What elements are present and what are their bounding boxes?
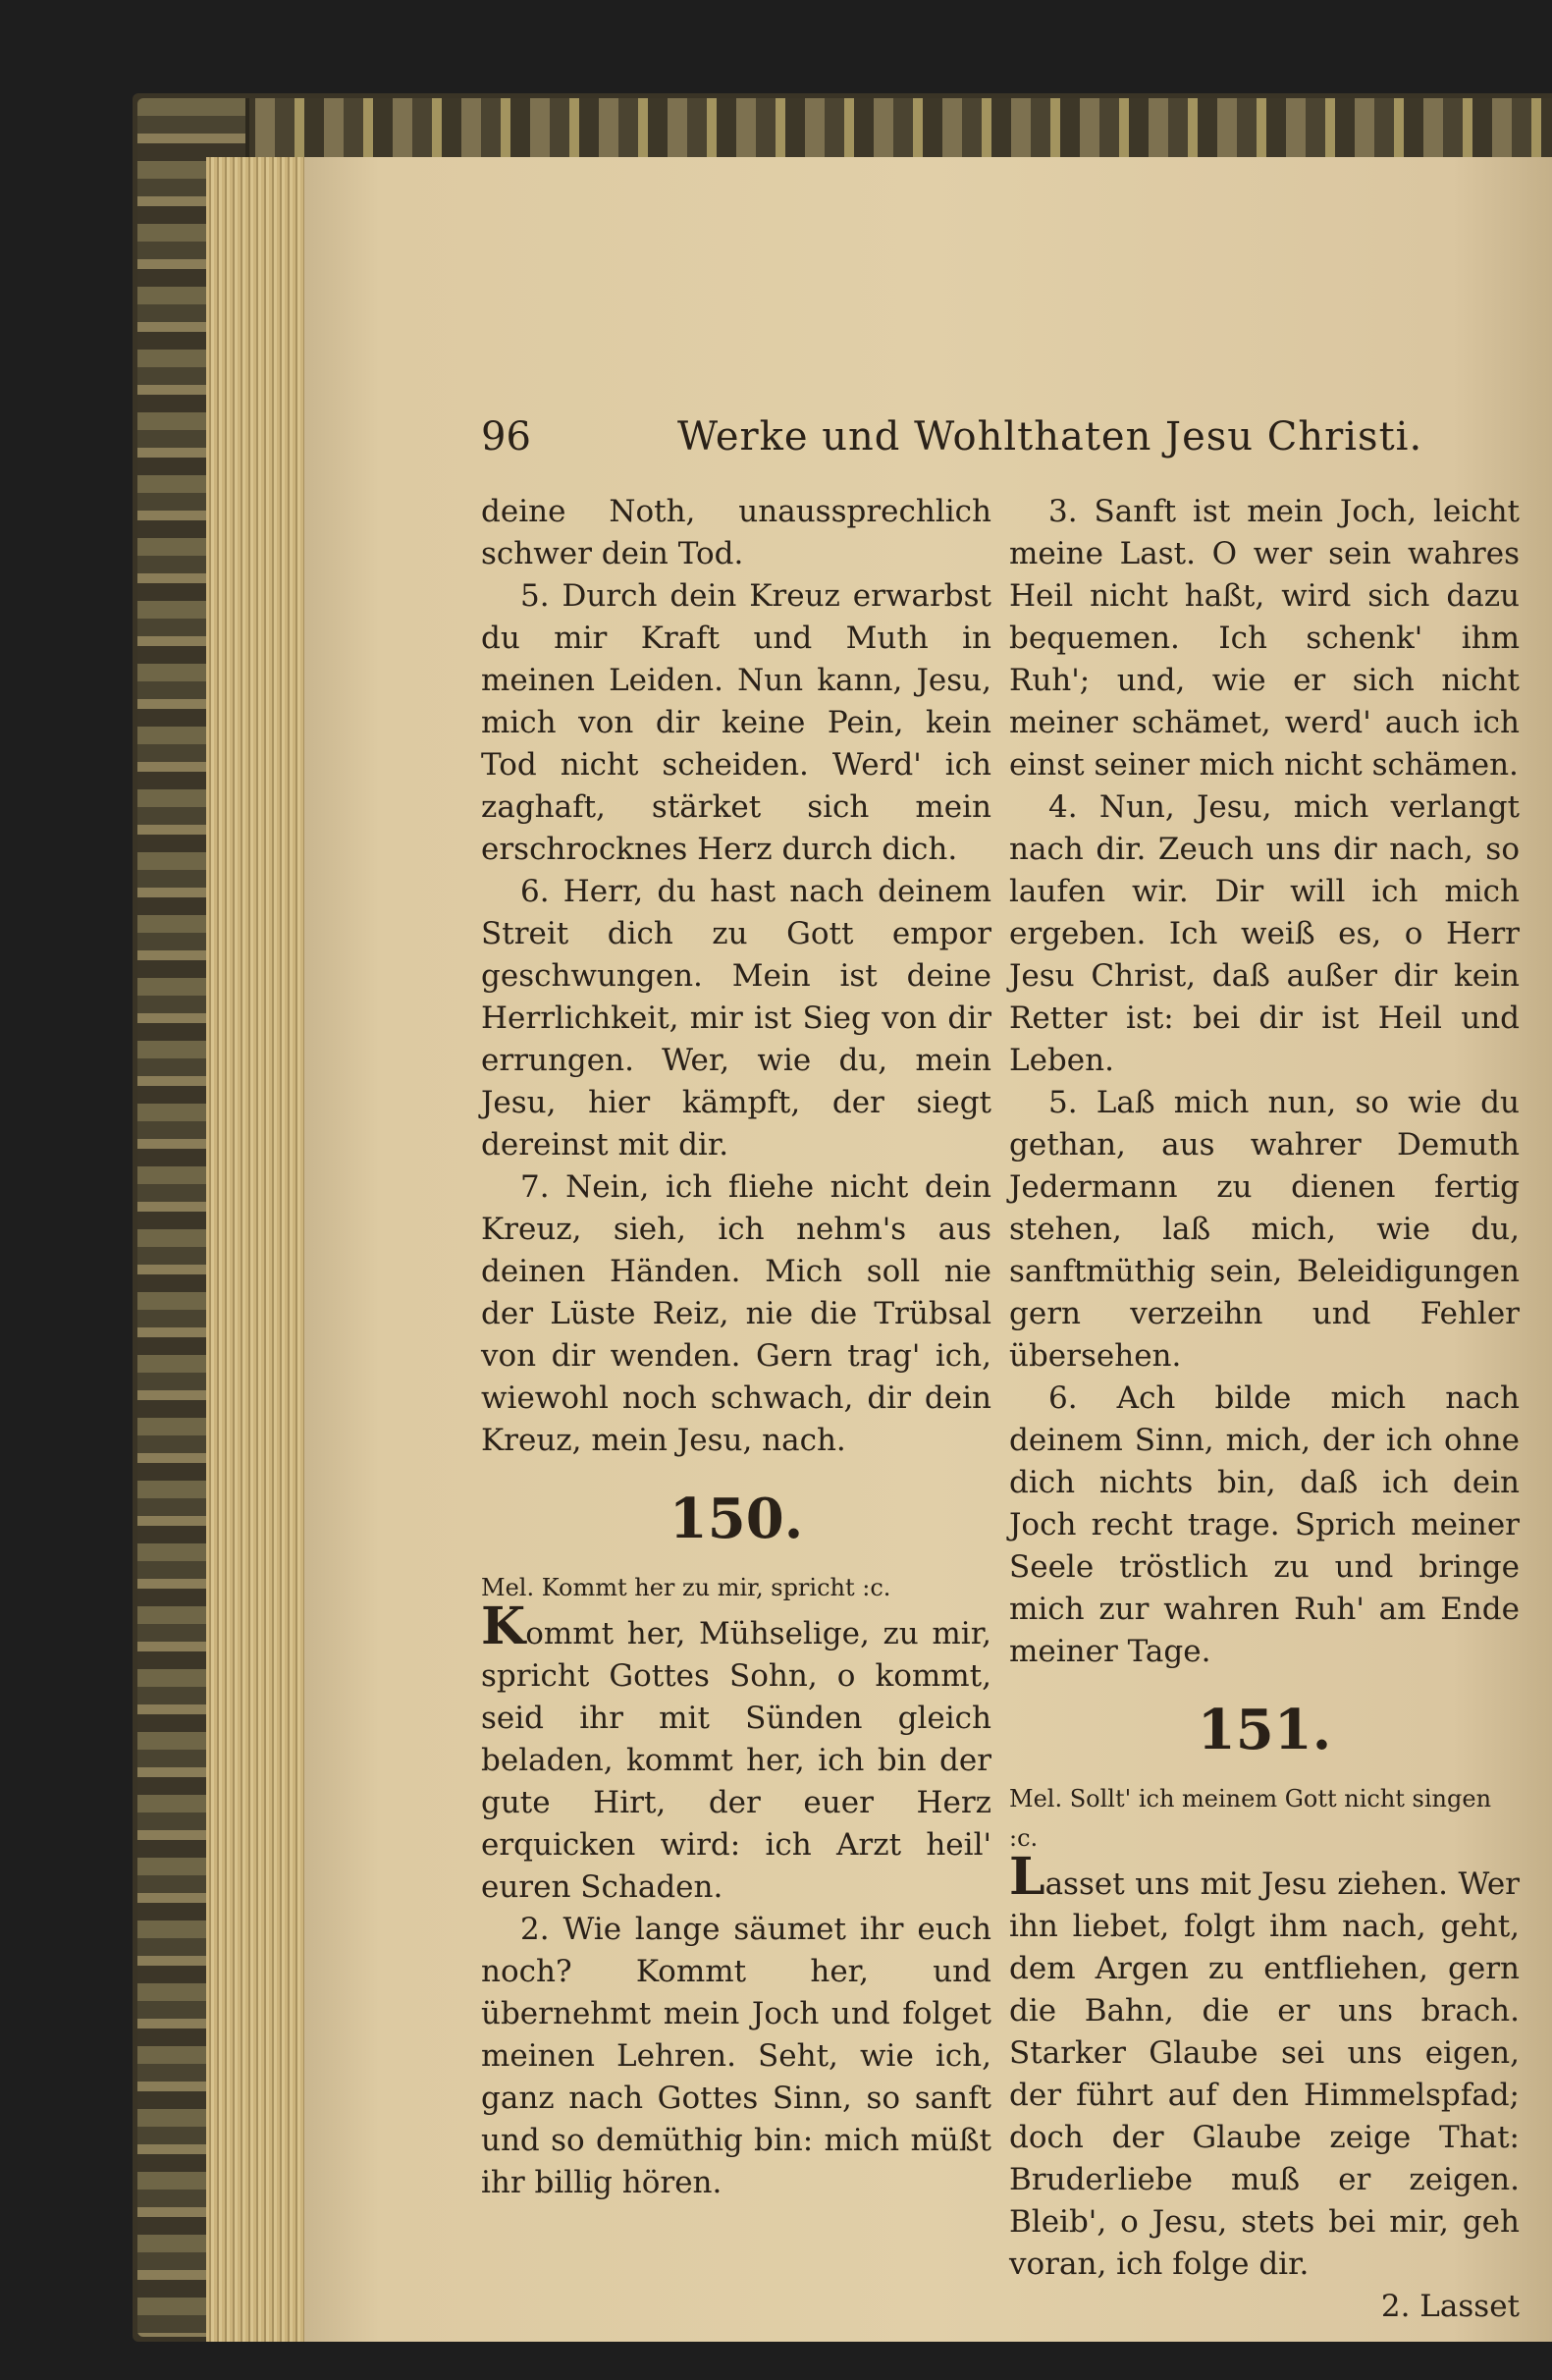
melody-line: Mel. Sollt' ich meinem Gott nicht singen :c. <box>1009 1785 1492 1852</box>
dropcap: K <box>481 1596 526 1656</box>
left-column <box>481 491 991 2204</box>
running-head <box>304 414 1552 473</box>
verse-1-text: asset uns mit Jesu ziehen. Wer ihn liebet, folgt ihm nach, geht, dem Argen zu entfliehen, gern die Bahn, die er uns brach. Starker Glaube sei uns eigen, der führt auf den Himmelspfad; doch der Glaube zeige That: Bruderliebe muß er zeigen. Bleib', o Jesu, stets bei mir, geh voran, ich folge dir. <box>1009 1866 1520 2282</box>
verse-7: 7. Nein, ich fliehe nicht dein Kreuz, sieh, ich nehm's aus deinen Händen. Mich soll nie der Lüste Reiz, nie die Trübsal von dir wenden. Gern trag' ich, wiewohl noch schwach, dir dein Kreuz, mein Jesu, nach. <box>481 1169 991 1458</box>
hymn-number-150: 150. <box>669 1487 804 1551</box>
verse-6: 6. Herr, du hast nach deinem Streit dich zu Gott empor geschwungen. Mein ist deine Herrlichkeit, mir ist Sieg von dir errungen. Wer, wie du, mein Jesu, hier kämpft, der siegt dereinst mit dir. <box>481 874 991 1163</box>
verse-text: deine Noth, unaussprechlich schwer dein Tod. <box>481 494 991 571</box>
page-title: Werke und Wohlthaten Jesu Christi. <box>677 414 1423 460</box>
right-column <box>1009 491 1520 2328</box>
verse-6: 6. Ach bilde mich nach deinem Sinn, mich, der ich ohne dich nichts bin, daß ich dein Joch recht trage. Sprich meiner Seele tröstlich zu und bringe mich zur wahren Ruh' am Ende meiner Tage. <box>1009 1380 1520 1669</box>
page-edges <box>206 157 314 2342</box>
verse-1 <box>481 1596 991 1909</box>
book-page <box>304 157 1552 2342</box>
melody-line: Mel. Kommt her zu mir, spricht :c. <box>481 1574 891 1601</box>
verse-3: 3. Sanft ist mein Joch, leicht meine Last. O wer sein wahres Heil nicht haßt, wird sich dazu bequemen. Ich schenk' ihm Ruh'; und, wie er sich nicht meiner schämet, werd' auch ich einst seiner mich nicht schämen. <box>1009 494 1520 783</box>
verse-1 <box>1009 1847 1520 2286</box>
page-number: 96 <box>481 414 531 460</box>
decorative-top-border <box>187 98 1552 160</box>
verse-4: 4. Nun, Jesu, mich verlangt nach dir. Zeuch uns dir nach, so laufen wir. Dir will ich mich ergeben. Ich weiß es, o Herr Jesu Christ, daß außer dir kein Retter ist: bei dir ist Heil und Leben. <box>1009 789 1520 1078</box>
dropcap: L <box>1009 1847 1045 1907</box>
hymn-number-151: 151. <box>1197 1698 1332 1762</box>
catchword: 2. Lasset <box>1380 2289 1520 2324</box>
verse-2: 2. Wie lange säumet ihr euch noch? Kommt her, und übernehmt mein Joch und folget meinen Lehren. Seht, wie ich, ganz nach Gottes Sinn, so sanft und so demüthig bin: mich müßt ihr billig hören. <box>481 1912 991 2200</box>
verse-5: 5. Durch dein Kreuz erwarbst du mir Kraft und Muth in meinen Leiden. Nun kann, Jesu, mich von dir keine Pein, kein Tod nicht scheiden. Werd' ich zaghaft, stärket sich mein erschrocknes Herz durch dich. <box>481 578 991 867</box>
verse-5: 5. Laß mich nun, so wie du gethan, aus wahrer Demuth Jedermann zu dienen fertig stehen, laß mich, wie du, sanftmüthig sein, Beleidigungen gern verzeihn und Fehler übersehen. <box>1009 1085 1520 1374</box>
verse-1-text: ommt her, Mühselige, zu mir, spricht Gottes Sohn, o kommt, seid ihr mit Sünden gleich beladen, kommt her, ich bin der gute Hirt, der euer Herz erquicken wird: ich Arzt heil' euren Schaden. <box>481 1616 991 1905</box>
